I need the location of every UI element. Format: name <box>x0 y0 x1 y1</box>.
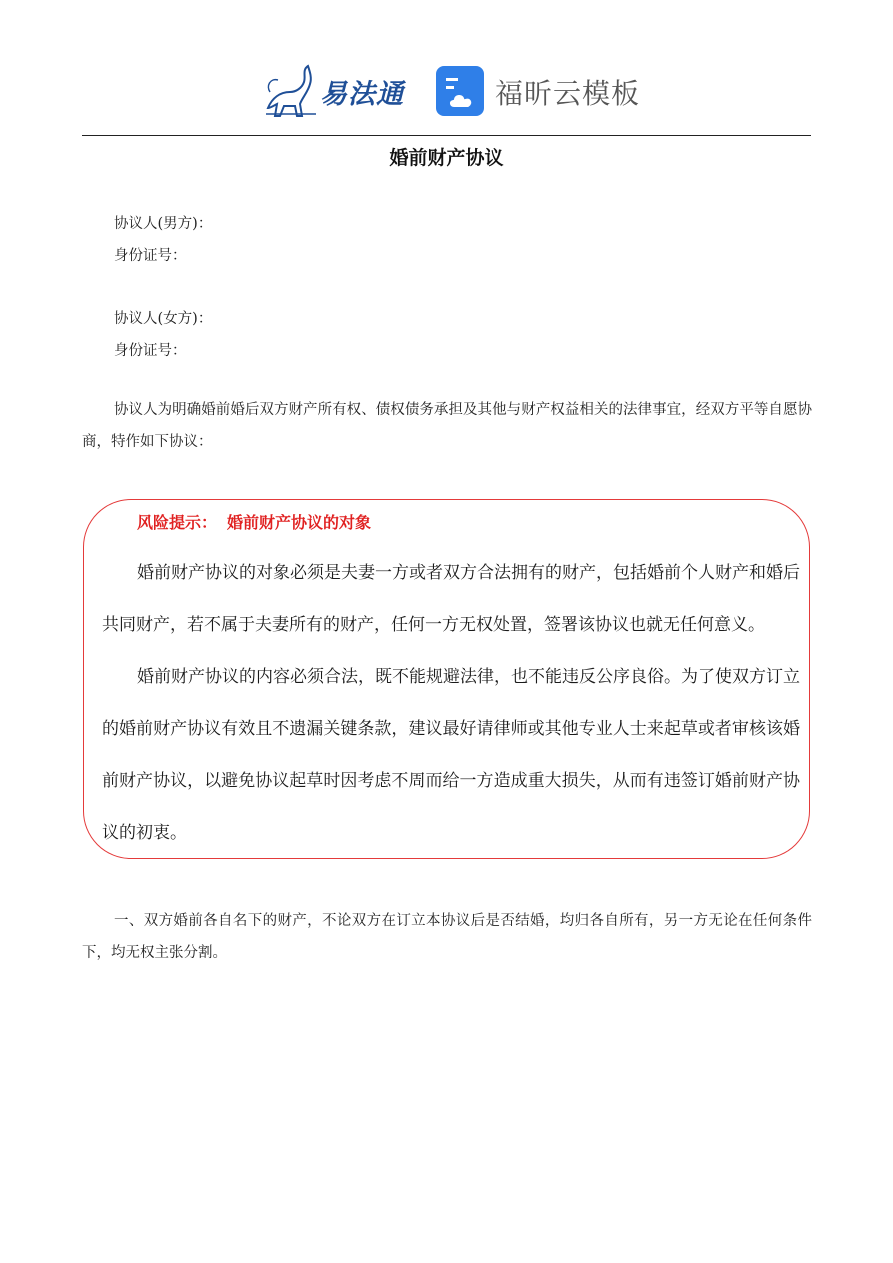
header-divider <box>82 135 811 136</box>
yifatong-logo <box>262 62 412 120</box>
document-title: 婚前财产协议 <box>389 147 504 169</box>
male-id-label: 身份证号： <box>114 248 187 264</box>
female-party-label: 协议人(女方)： <box>114 311 213 327</box>
clause-1-paragraph: 一、双方婚前各自名下的财产，不论双方在订立本协议后是否结婚，均归各自所有，另一方无论在任何条件下，均无权主张分割。 <box>82 913 812 961</box>
risk-notice-topic: 婚前财产协议的对象 <box>227 513 372 532</box>
risk-paragraph-2: 婚前财产协议的内容必须合法，既不能规避法律，也不能违反公序良俗。为了使双方订立的婚前财产协议有效且不遗漏关键条款，建议最好请律师或其他专业人士来起草或者审核该婚前财产协议，以避免协议起草时因考虑不周而给一方造成重大损失，从而有违签订婚前财产协议的初衷。 <box>102 667 800 843</box>
risk-paragraph-1: 婚前财产协议的对象必须是夫妻一方或者双方合法拥有的财产，包括婚前个人财产和婚后共同财产，若不属于夫妻所有的财产，任何一方无权处置，签署该协议也就无任何意义。 <box>102 563 800 635</box>
female-id-label: 身份证号： <box>114 343 187 359</box>
risk-notice-title <box>137 510 381 533</box>
page-header <box>0 58 893 124</box>
intro-paragraph: 协议人为明确婚前婚后双方财产所有权、债权债务承担及其他与财产权益相关的法律事宜，经双方平等自愿协商，特作如下协议： <box>82 402 812 450</box>
fuxin-cloud-icon <box>436 66 484 116</box>
unicorn-logo-icon <box>262 62 320 120</box>
risk-notice-label: 风险提示： <box>137 513 218 532</box>
fuxin-logo-text: 福昕云模板 <box>495 77 641 110</box>
male-party-label: 协议人(男方)： <box>114 216 213 232</box>
yifatong-logo-text: 易法通 <box>320 79 404 110</box>
